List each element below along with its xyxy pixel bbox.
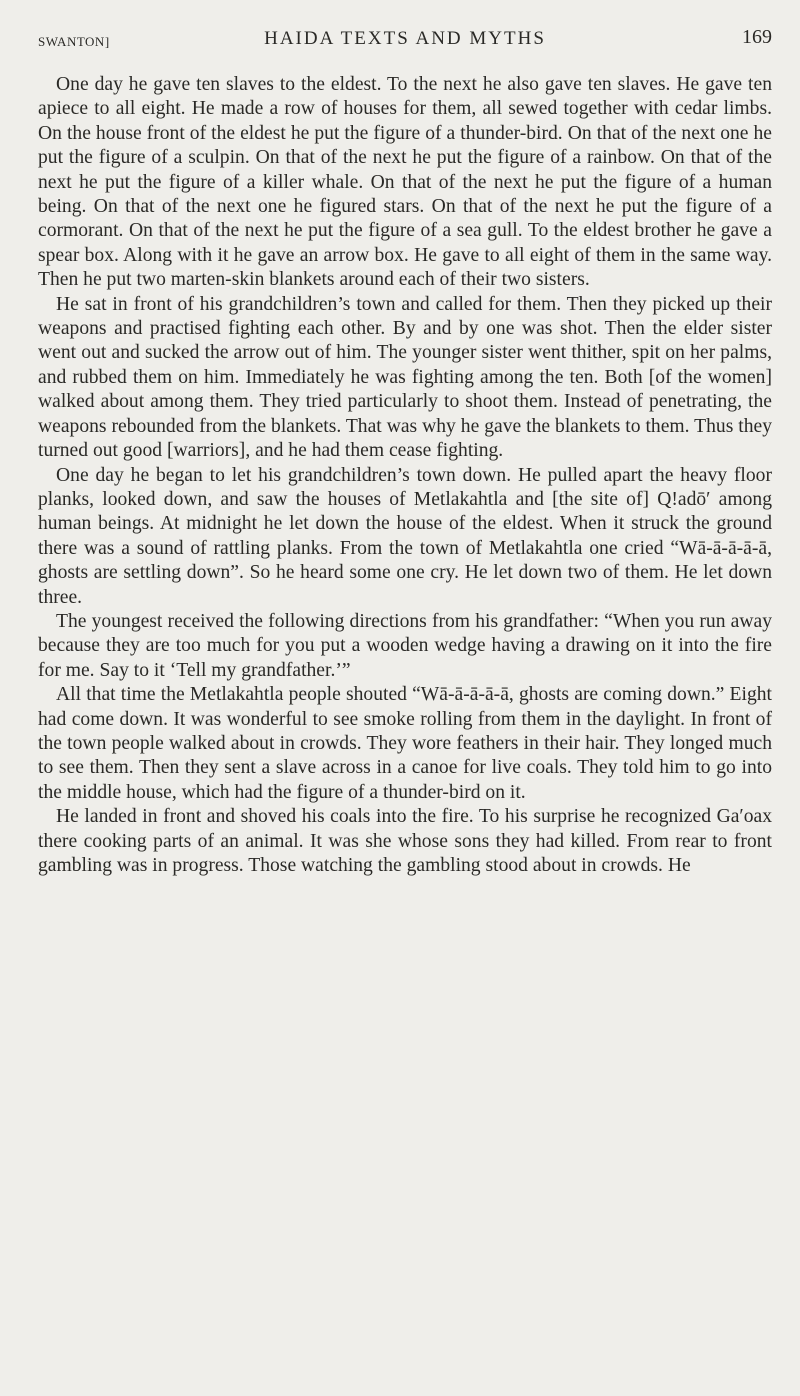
page-number: 169 xyxy=(742,26,772,48)
header-title: HAIDA TEXTS AND MYTHS xyxy=(264,28,546,49)
header-author: SWANTON] xyxy=(38,34,110,49)
paragraph: One day he began to let his grandchildren’s town down. He pulled apart the heavy floor planks, looked down, and saw the houses of Metlakahtla and [the site of] Q!adō′ among human beings. At midnight he let down the house of the eldest. When it struck the ground there was a sound of rattling planks. From the town of Metlakahtla one cried “Wā-ā-ā-ā-ā, ghosts are settling down”. So he heard some one cry. He let down two of them. He let down three. xyxy=(38,464,772,608)
paragraph: All that time the Metlakahtla people shouted “Wā-ā-ā-ā-ā, ghosts are coming down.” Eight had come down. It was wonderful to see smoke rolling from them in the daylight. In front of the town people walked about in crowds. They wore feathers in their hair. They longed much to see them. Then they sent a slave across in a canoe for live coals. They told him to go into the middle house, which had the figure of a thunder-bird on it. xyxy=(38,684,772,803)
body-text xyxy=(38,73,772,878)
paragraph: The youngest received the following directions from his grandfather: “When you run away because they are too much for you put a wooden wedge having a drawing on it into the fire for me. Say to it ‘Tell my grandfather.’” xyxy=(38,610,772,681)
running-header xyxy=(38,26,772,56)
paragraph: He landed in front and shoved his coals into the fire. To his surprise he recognized Ga′oax there cooking parts of an animal. It was she whose sons they had killed. From rear to front gambling was in progress. Those watching the gambling stood about in crowds. He xyxy=(38,806,772,876)
paragraph: He sat in front of his grandchildren’s town and called for them. Then they picked up their weapons and practised fighting each other. By and by one was shot. Then the elder sister went out and sucked the arrow out of him. The younger sister went thither, spit on her palms, and rubbed them on him. Immediately he was fighting among the ten. Both [of the women] walked about among them. They tried particularly to shoot them. Instead of penetrating, the weapons rebounded from the blankets. That was why he gave the blankets to them. Thus they turned out good [warriors], and he had them cease fighting. xyxy=(38,293,772,462)
paragraph: One day he gave ten slaves to the eldest. To the next he also gave ten slaves. He gave ten apiece to all eight. He made a row of houses for them, all sewed together with cedar limbs. On the house front of the eldest he put the figure of a thunder-bird. On that of the next one he put the figure of a sculpin. On that of the next he put the figure of a rainbow. On that of the next he put the figure of a killer whale. On that of the next he put the figure of a human being. On that of the next one he figured stars. On that of the next he put the figure of a cormorant. On that of the next he put the figure of a sea gull. To the eldest brother he gave a spear box. Along with it he gave an arrow box. He gave to all eight of them in the same way. Then he put two marten-skin blankets around each of their two sisters. xyxy=(38,74,772,291)
